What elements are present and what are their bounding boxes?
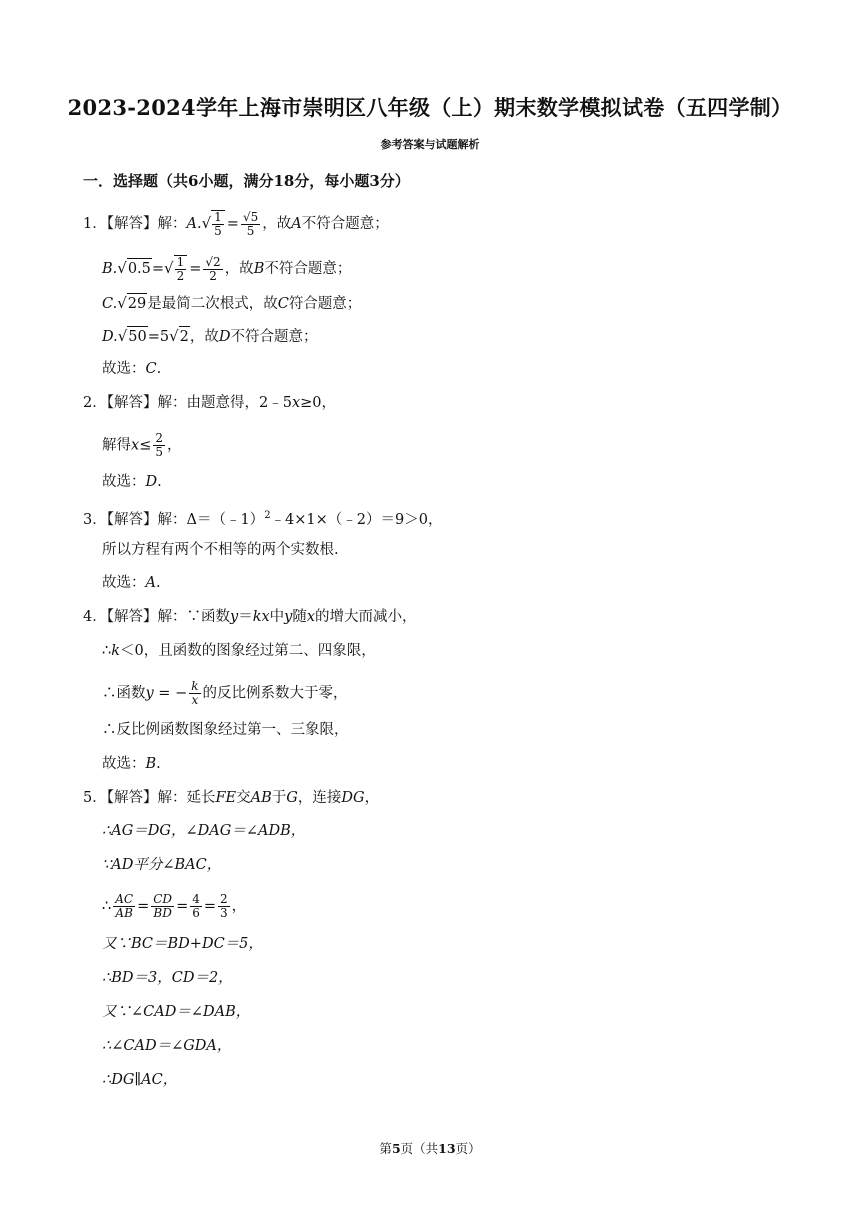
q5-line-1: 5．【解答】解：延长FE交AB于G，连接DG，: [83, 790, 380, 806]
page-total: 13: [438, 1141, 456, 1156]
q2-answer: 故选：D.: [102, 474, 162, 490]
q4-line-3: ∴函数y = − $\frac{k}{x}$ 的反比例系数大于零，: [102, 679, 348, 707]
q1-a-label: A.: [186, 216, 202, 232]
q1-line-c: C.√29是最简二次根式，故C符合题意；: [102, 294, 362, 312]
page-subtitle: 参考答案与试题解析: [380, 138, 480, 151]
q4-line-4: ∴反比例函数图象经过第一、三象限，: [102, 722, 349, 738]
q5-line-9: ∴DG∥AC，: [102, 1072, 178, 1088]
q4-line-1: 4．【解答】解：∵函数y＝kx中y随x的增大而减小，: [83, 609, 417, 625]
q1-answer: 故选：C.: [102, 361, 162, 377]
page-number: 5: [391, 1141, 401, 1156]
q5-line-3: ∵AD平分∠BAC，: [102, 857, 222, 873]
q2-line-1: 2．【解答】解：由题意得，2﹣5x≥0，: [83, 395, 336, 411]
page-title: 2023-2024学年上海市崇明区八年级（上）期末数学模拟试卷（五四学制）: [67, 95, 793, 120]
q3-answer: 故选：A.: [102, 575, 161, 591]
q4-answer: 故选：B.: [102, 756, 161, 772]
q5-line-2: ∴AG＝DG，∠DAG＝∠ADB，: [102, 823, 306, 839]
q1-line-a: 1．【解答】解：A.√ $\frac{1}{5}$ = $\frac{√5}{5}$ ，故A不符合题意；: [83, 209, 389, 238]
q2-line-2: 解得x≤ $\frac{2}{5}$ ，: [102, 431, 182, 459]
q5-line-7: 又∵∠CAD＝∠DAB，: [102, 1004, 251, 1020]
q5-line-8: ∴∠CAD＝∠GDA，: [102, 1038, 232, 1054]
q1-b-radicand: 0.5: [127, 258, 152, 279]
q3-line-2: 所以方程有两个不相等的两个实数根.: [102, 542, 339, 558]
page-footer: 第5页（共13页）: [379, 1141, 481, 1156]
q5-line-4: ∴ $\frac{AC}{AB}$ = $\frac{CD}{BD}$ = $\frac{4}{6}$ = $\frac{2}{3}$ ，: [102, 892, 247, 920]
q3-line-1: 3．【解答】解：Δ＝（﹣1）$^2$﹣4×1×（﹣2）＝9＞0，: [83, 510, 443, 528]
q1-a-result: $\frac{√5}{5}$: [242, 209, 259, 238]
q1-line-b: B.√0.5=√ $\frac{1}{2}$ = $\frac{√2}{2}$ ，故B不符合题意；: [102, 254, 352, 283]
section-heading: 一．选择题（共6小题，满分18分，每小题3分）: [83, 172, 410, 190]
q1-line-d: D.√50=5√2，故D不符合题意；: [102, 327, 318, 345]
q1-a-fraction: $\frac{1}{5}$: [211, 210, 225, 238]
q5-line-6: ∴BD＝3，CD＝2，: [102, 970, 233, 986]
q4-line-2: ∴k＜0，且函数的图象经过第二、四象限，: [102, 643, 376, 659]
q1-head: 1．【解答】解：: [83, 216, 187, 232]
q5-line-5: 又∵BC＝BD+DC＝5，: [102, 936, 263, 952]
